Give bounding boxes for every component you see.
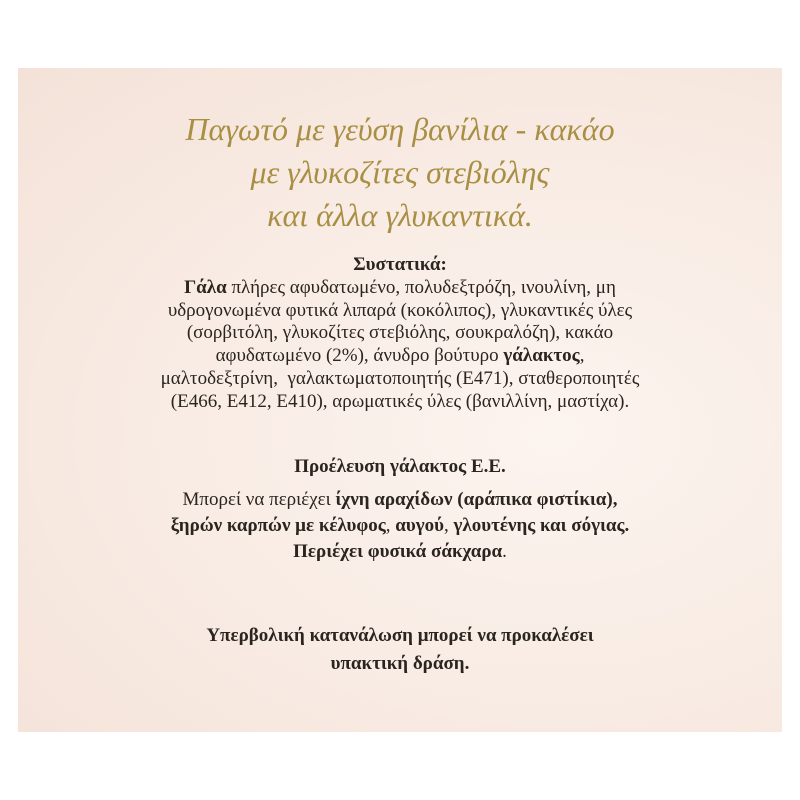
ingredients-line bbox=[0, 277, 800, 300]
ingredients-heading: Συστατικά: bbox=[353, 254, 447, 275]
warning-line: Υπερβολική κατανάλωση μπορεί να προκαλέσει bbox=[206, 625, 594, 646]
warning-line: υπακτική δράση. bbox=[330, 653, 470, 674]
allergens-line bbox=[0, 487, 800, 513]
ingredients-line: υδρογονωμένα φυτικά λιπαρά (κοκόλιπος), γλυκαντικές ύλες bbox=[167, 299, 633, 321]
sugar-note: Περιέχει φυσικά σάκχαρα bbox=[293, 541, 503, 562]
ingredients-section bbox=[0, 254, 800, 414]
ingredients-text: αφυδατωμένο (2%), άνυδρο βούτυρο bbox=[215, 345, 504, 367]
allergen-text: αυγού bbox=[395, 515, 445, 536]
allergen-text: ξηρών καρπών με κέλυφος bbox=[170, 515, 386, 536]
allergen-milk: γάλακτος bbox=[503, 345, 580, 367]
consumption-warning bbox=[0, 622, 800, 678]
ingredients-line: (Ε466, Ε412, Ε410), αρωματικές ύλες (βανιλλίνη, μαστίχα). bbox=[170, 390, 630, 412]
allergen-text: ίχνη αραχίδων (αράπικα φιστίκια), bbox=[335, 489, 618, 510]
allergens-text: Μπορεί να περιέχει bbox=[182, 489, 336, 510]
allergens-section bbox=[0, 487, 800, 565]
ingredients-text: πλήρες αφυδατωμένο, πολυδεξτρόζη, ινουλίνη, μη bbox=[226, 276, 616, 298]
title-line: και άλλα γλυκαντικά. bbox=[267, 197, 533, 233]
allergens-line bbox=[0, 513, 800, 539]
title-line: Παγωτό με γεύση βανίλια - κακάο bbox=[185, 111, 615, 147]
allergens-text: , bbox=[385, 515, 396, 536]
ingredients-line bbox=[0, 345, 800, 368]
allergens-text: , bbox=[444, 515, 454, 536]
ingredients-line: (σορβιτόλη, γλυκοζίτες στεβιόλης, σουκραλόζη), κακάο bbox=[186, 322, 614, 344]
ingredients-line: μαλτοδεξτρίνη, γαλακτωματοποιητής (Ε471), σταθεροποιητές bbox=[160, 367, 640, 389]
allergen-milk: Γάλα bbox=[184, 276, 227, 298]
product-title bbox=[0, 108, 800, 237]
allergens-text: . bbox=[502, 541, 507, 562]
allergen-text: γλουτένης και σόγιας. bbox=[453, 515, 630, 536]
title-line: με γλυκοζίτες στεβιόλης bbox=[250, 154, 550, 190]
ingredients-text: , bbox=[579, 345, 585, 367]
allergens-line bbox=[0, 539, 800, 565]
milk-origin: Προέλευση γάλακτος Ε.Ε. bbox=[294, 456, 506, 477]
